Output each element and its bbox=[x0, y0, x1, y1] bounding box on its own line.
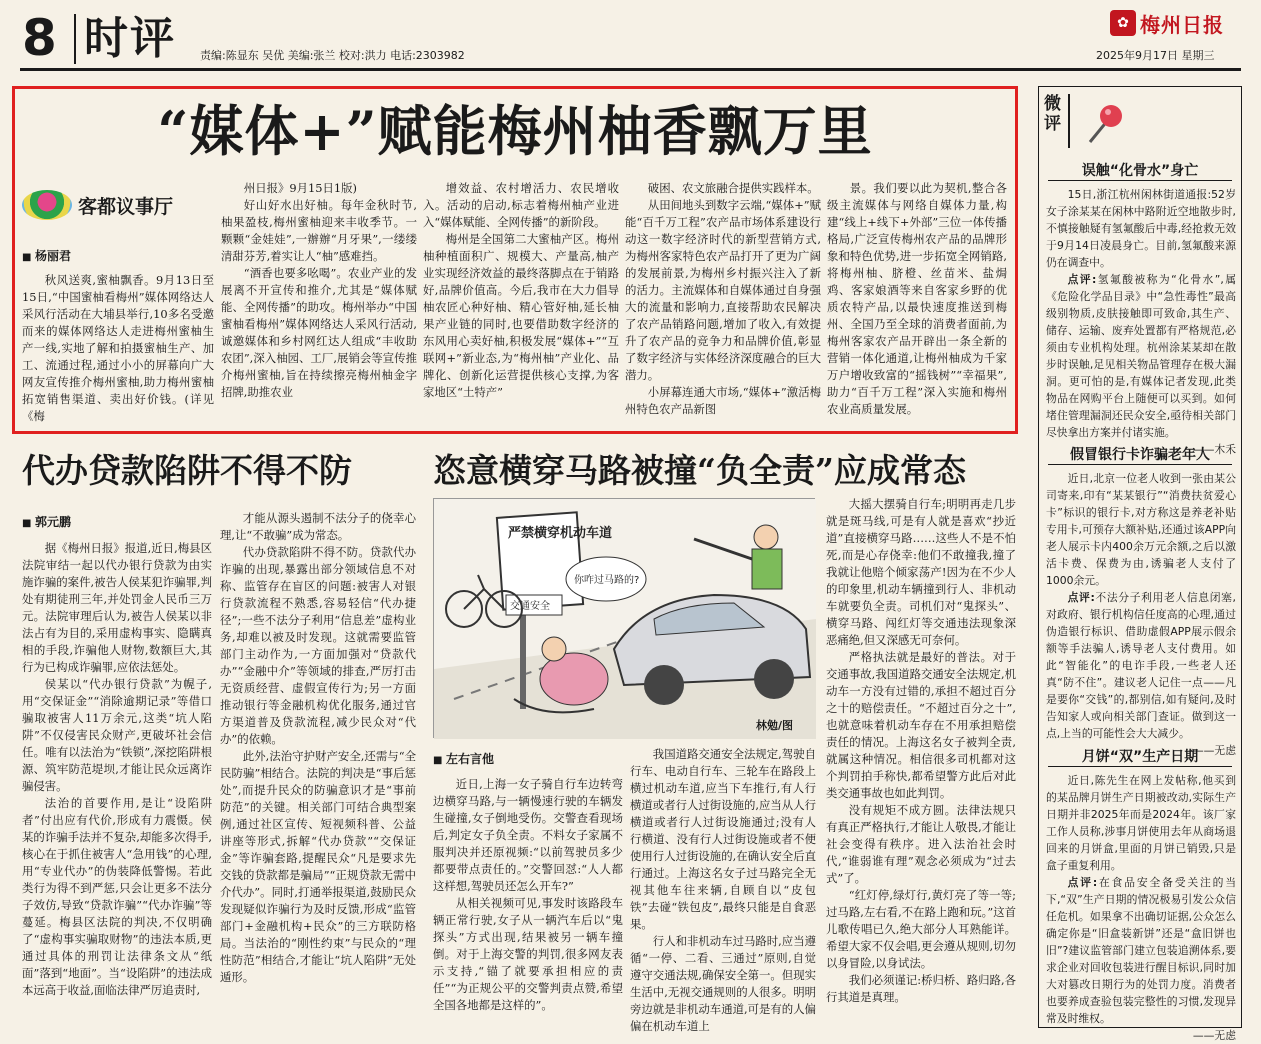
newspaper-name: 梅州日报 bbox=[1140, 12, 1224, 37]
road-headline: 恣意横穿马路被撞“负全责”应成常态 bbox=[433, 451, 966, 490]
paragraph: 增效益、农村增活力、农民增收入。活动的启动,标志着梅州柚产业进入“媒体赋能、全网传播”的新阶段。 bbox=[423, 181, 619, 229]
paragraph: 小屏幕连通大市场,“媒体+”激活梅州特色农产品新图 bbox=[625, 385, 821, 416]
sidebar-item-body-3: 近日,陈先生在网上发帖称,他买到的某品牌月饼生产日期被改动,实际生产日期并非2025年而是2024年。该厂家工作人员称,涉事月饼使用去年从商场退回来的月饼盒,里面的月饼已销毁,只是盒子重复利用。 bbox=[1046, 774, 1236, 872]
paragraph: 法治的首要作用,是让“设陷阱者”付出应有代价,形成有力震慑。侯某的诈骗手法并不复杂,却能多次得手,核心在于抓住被害人“急用钱”的心理,用“专业代办”的伪装降低警惕。若此类行为得不到严惩,只会让更多不法分子效仿,导致“贷款诈骗”“代办诈骗”等蔓延。梅县区法院的判决,不仅明确了“虚构事实骗取财物”的违法本质,更通过具体的刑罚让法律条文从“纸面”落到“地面”。当“设陷阱”的违法成本远高于收益,面临法律严厉追责时, bbox=[22, 796, 212, 997]
road-column-3 bbox=[826, 496, 1016, 1032]
issue-date: 2025年9月17日 星期三 bbox=[1096, 49, 1215, 62]
paragraph: 好山好水出好柚。每年金秋时节,柚果盈枝,梅州蜜柚迎来丰收季节。一颗颗“金娃娃”,一辦辦“月牙果”,一缕缕清甜芬芳,着实让人“柚”感难挡。 bbox=[221, 198, 417, 263]
paragraph: 据《梅州日报》报道,近日,梅县区法院审结一起以代办银行贷款为由实施诈骗的案件,被告人侯某犯诈骗罪,判处有期徒刑三年,并处罚金人民币三万元。法院审理后认为,被告人侯某以非法占有为目的,采用虚构事实、隐瞒真相的手段,诈骗他人财物,数额巨大,其行为已构成诈骗罪,应依法惩处。 bbox=[22, 541, 212, 674]
sidebar-item-title-3: 月饼“双”生产日期 bbox=[1081, 749, 1199, 765]
sidebar-rule-2 bbox=[1048, 464, 1232, 465]
cartoon-sign-2-text: 交通安全 bbox=[510, 601, 550, 612]
paragraph: 行人和非机动车过马路时,应当遵循“一停、二看、三通过”原则,自觉遵守交通法规,确保安全第一。但现实生活中,无视交通规则的人很多。明明旁边就是非机动车通道,可是有的人偏偏在机动车道上 bbox=[630, 934, 816, 1033]
paragraph: 大摇大摆骑自行车;明明再走几步就是斑马线,可是有人就是喜欢“抄近道”直接横穿马路……这些人不是不怕死,而是心存侥幸:他们不敢撞我,撞了我就让他赔个倾家荡产!因为在不少人的印象里,机动车辆撞到行人、非机动车就要负全责。司机们对“鬼探头”、横穿马路、闯红灯等交通违法现象深恶痛绝,但又深感无可奈何。 bbox=[826, 497, 1016, 647]
page-number: 8 bbox=[22, 9, 57, 67]
sidebar-rule-1 bbox=[1048, 180, 1232, 181]
paragraph: 从相关视频可见,事发时该路段车辆正常行驶,女子从一辆汽车后以“鬼探头”方式出现,结果被另一辆车撞倒。对于上海交警的判罚,很多网友表示支持,“锚了就要承担相应的责任”“为正规公平的交警判责点赞,希望全国各地都是这样的”。 bbox=[433, 896, 623, 1012]
sidebar-comment-2: 不法分子利用老人信息闭塞,对政府、银行机构信任度高的心理,通过伪造银行标识、借助虚假APP展示假余额等手法骗人,诱导老人支付费用。如此“智能化”的电诈手段,一些老人还真“防不住”。建议老人记住一点——凡是要你“交钱”的,都别信,如有疑问,及时告知家人或向相关部门查证。做到这一点,上当的可能性会大大减少。 bbox=[1046, 591, 1236, 740]
paragraph: 才能从源头遏制不法分子的侥幸心理,让“不敢骗”成为常态。 bbox=[220, 511, 416, 542]
paragraph: 此外,法治守护财产安全,还需与“全民防骗”相结合。法院的判决是“事后惩处”,而提升民众的防骗意识才是“事前防范”的关键。相关部门可结合典型案例,通过社区宣传、短视频科普、公益讲座等形式,拆解“代办贷款”“交保证金”等诈骗套路,提醒民众“凡是要求先交钱的贷款都是骗局”“正规贷款无需中介代办”。同时,打通举报渠道,鼓励民众发现疑似诈骗行为及时反馈,形成“监管部门+金融机构+民众”的三方联防格局。当法治的“刚性约束”与民众的“理性防范”相结合,才能让“坑人陷阱”无处遁形。 bbox=[220, 749, 416, 984]
paragraph: “红灯停,绿灯行,黄灯亮了等一等;过马路,左右看,不在路上跑和玩。”这首儿歌传唱已久,绝大部分人耳熟能详。希望大家不仅会唱,更会遵从规则,切勿以身冒险,以身试法。 bbox=[826, 888, 1016, 970]
paragraph: 我国道路交通安全法规定,驾驶自行车、电动自行车、三轮车在路段上横过机动车道,应当下车推行,有人行横道或者行人过街设施的,应当从人行横道或者行人过街设施通过;没有人行横道、没有行人过街设施或者不便使用行人过街设施的,在确认安全后直行通过。上海这名女子过马路完全无视其他车往来辆,自顾自以“皮包铁”去碰“铁包皮”,最终只能是自食恶果。 bbox=[630, 747, 816, 931]
sidebar-comment-label-1: 点评: bbox=[1067, 273, 1097, 286]
cartoon-bubble-text: 你咋过马路的? bbox=[574, 575, 640, 586]
sidebar-item-3 bbox=[1046, 772, 1236, 1042]
feature-headline: “媒体+”赋能梅州柚香飘万里 bbox=[157, 99, 873, 163]
cartoon-bubble bbox=[566, 557, 646, 601]
cartoon-credit: 林勉/图 bbox=[756, 719, 794, 732]
paragraph: 破困、农文旅融合提供实践样本。 bbox=[647, 181, 819, 195]
sidebar-signature-3: ——无虑 bbox=[1192, 1029, 1236, 1042]
paragraph: 严格执法就是最好的普法。对于交通事故,我国道路交通安全法规定,机动车一方没有过错的,承担不超过百分之十的赔偿责任。“不超过百分之十”,也就意味着机动车存在不用承担赔偿责任的情况。上海这名女子被判全责,就属这种情况。相信很多司机都对这个判罚拍手称快,都希望警方此后对此类交通事故也如此判罚。 bbox=[826, 650, 1016, 800]
cartoon-drawing bbox=[434, 499, 816, 739]
sidebar-rule-3 bbox=[1048, 766, 1232, 767]
section-title: 时评 bbox=[84, 13, 176, 64]
sidebar-signature-1: ——木禾 bbox=[1192, 443, 1236, 456]
sidebar-comment-1: 氢氟酸被称为“化骨水”,属《危险化学品目录》中“急性毒性”最高级别物质,皮肤接触即可致命,其生产、储存、运输、废弃处置都有严格规范,必须由专业机构处理。杭州涂某某却在散步时误触,足见相关物品管理存在极大漏洞。更可怕的是,有媒体记者发现,此类物品在网购平台上随便可以买到。如何堵住管理漏洞还民众安全,亟待相关部门尽快拿出方案并付诸实施。 bbox=[1046, 273, 1236, 439]
paragraph: 代办贷款陷阱不得不防。贷款代办诈骗的出现,暴露出部分领域信息不对称、监管存在盲区的问题:被害人对银行贷款流程不熟悉,容易轻信“代办捷径”;一些不法分子利用“信息差”虚构业务,却难以被及时发现。这就需要监管部门主动作为,一方面加强对“贷款代办”“金融中介”等领域的排查,严厉打击无资质经营、虚假宣传行为;另一方面推动银行等金融机构优化服务,通过官方渠道普及贷款流程,减少民众对“代办”的依赖。 bbox=[220, 545, 416, 746]
sidebar-comment-3: 在食品安全备受关注的当下,“双”生产日期的情况极易引发公众信任危机。如果拿不出确切证据,公众怎么确定你是“旧盒装新饼”还是“盒旧饼也旧”?建议监管部门建立包装追溯体系,要求企业对回收包装进行醒目标识,同时加大对篡改日期行为的处罚力度。消费者也要养成查验包装完整性的习惯,发现异常及时维权。 bbox=[1046, 876, 1236, 1025]
paragraph: 梅州是全国第二大蜜柚产区。梅州柚种植面积广、规模大、产量高,柚产业实现经济效益的最终落脚点在于销路好,品牌价值高。今后,我市在大力倡导柚农匠心种好柚、精心管好柚,延长柚果产业链的同时,也要借助数字经济的东风用心卖好柚,积极发展“媒体+”“互联网+”新业态,为“梅州柚”产业化、品牌化、创新化运营提供核心支撑,为客家地区“土特产” bbox=[423, 232, 619, 399]
newspaper-logo bbox=[1110, 8, 1240, 38]
loan-column-2 bbox=[220, 510, 416, 1032]
sidebar-tag-divider bbox=[1068, 94, 1070, 148]
feature-column-2 bbox=[221, 180, 417, 422]
feature-column-3 bbox=[423, 180, 619, 422]
staff-line: 责编:陈显东 吴优 美编:张兰 校对:洪力 电话:2303982 bbox=[200, 49, 465, 62]
sidebar-comment-label-3: 点评: bbox=[1067, 876, 1098, 889]
sidebar-item-body-1: 15日,浙江杭州闲林街道通报:52岁女子涂某某在闲林中路附近空地散步时,不慎接触疑有氢氟酸后中毒,经抢救无效于9月14日凌晨身亡。目前,氢氟酸来源仍在调查中。 bbox=[1046, 188, 1236, 269]
sidebar-item-title-1: 误触“化骨水”身亡 bbox=[1081, 163, 1199, 179]
lollipop-icon bbox=[1084, 102, 1124, 150]
sidebar-comment-label-2: 点评: bbox=[1067, 591, 1095, 604]
header-rule bbox=[20, 68, 1241, 71]
road-column-2 bbox=[630, 746, 816, 1032]
cartoon-sign-text: 严禁横穿机动车道 bbox=[508, 526, 613, 541]
sidebar-item-title-2: 假冒银行卡诈骗老年人 bbox=[1070, 447, 1210, 463]
paragraph: 侯某以“代办银行贷款”为幌子,用“交保证金”“消除逾期记录”等借口骗取被害人11万余元,这类“坑人陷阱”不仅侵害民众财产,更破坏社会信任。唯有以法治为“铁锁”,深挖陷阱根源、筑牢防范堤坝,才能让民众远离诈骗侵害。 bbox=[22, 677, 212, 793]
paragraph: “酒香也要多吆喝”。农业产业的发展离不开宣传和推介,尤其是“媒体赋能、全网传播”的助攻。梅州举办“中国蜜柚看梅州”媒体网络达人采风行活动,诚邀媒体和乡村网红达人组成“丰收助农团”,深入柚园、工厂,展销会等宣传推介梅州蜜柚,旨在持续擦亮梅州柚金字招牌,助推农业 bbox=[221, 266, 417, 399]
feature-author: ■ 杨丽君 bbox=[22, 247, 71, 264]
loan-author: ■ 郭元鹏 bbox=[22, 513, 71, 530]
loan-column-1 bbox=[22, 540, 212, 1032]
paragraph: 从田间地头到数字云端,“媒体+”赋能“百千万工程”农产品市场体系建设行动这一数字经济时代的新型营销方式,为梅州客家特色农产品打开了更为广阔的发展前景,为梅州乡村振兴注入了新的活力。主流媒体和自媒体通过自身强大的流量和影响力,直接帮助农民解决了农产品销路问题,增加了收入,有效提升了农产品的竞争力和品牌价值,彰显了数字经济与实体经济深度融合的巨大潜力。 bbox=[625, 198, 821, 382]
column-logo bbox=[22, 190, 173, 220]
feature-column-1: 秋风送爽,蜜柚飘香。9月13日至15日,“中国蜜柚看梅州”媒体网络达人采风行活动在大埔县举行,10多名受邀而来的媒体网络达人走进梅州蜜柚生产一线,实地了解和拍摄蜜柚生产、加工、流通过程,通过小小的屏幕向广大网友宣传推介梅州蜜柚,助力梅州蜜柚拓宽销售渠道、卖出好价钱。(详见《梅 bbox=[22, 273, 214, 423]
logo-mark-icon: ✿ bbox=[1110, 10, 1136, 36]
cartoon-illustration bbox=[433, 498, 815, 738]
sidebar-tag: 微评 bbox=[1044, 94, 1061, 134]
paragraph: 景。我们要以此为契机,整合各级主流媒体与网络自媒体力量,构建“线上+线下+外部”三位一体传播格局,广泛宣传梅州农产品的品牌形象和特色优势,进一步拓宽全网销路,将梅州柚、脐橙、丝苗米、盐焗鸡、客家娘酒等来自客家乡野的优质农特产品,以最快速度推送到梅州、全国乃至全球的消费者面前,为梅州客家农产品开辟出一条全新的营销一体化通道,让梅州柚成为千家万户增收致富的“摇钱树”“幸福果”,助力“百千万工程”深入实施和梅州农业高质量发展。 bbox=[827, 181, 1007, 416]
paragraph: 我们必须谨记:桥归桥、路归路,各行其道是真理。 bbox=[826, 973, 1016, 1004]
road-author: ■ 左右言他 bbox=[433, 750, 494, 767]
feature-column-5 bbox=[827, 180, 1007, 422]
paragraph: 近日,上海一女子骑自行车边转弯边横穿马路,与一辆慢速行驶的车辆发生碰撞,女子倒地受伤。交警查看现场后,判定女子负全责。不料女子家属不服判决并还原视频:“以前驾驶员多少都要带点责任的。”交警回怼:“人人都这样想,驾驶员还怎么开车?” bbox=[433, 777, 623, 893]
paragraph: 州日报》9月15日1版) bbox=[243, 181, 357, 195]
paragraph: 没有规矩不成方圆。法律法规只有真正严格执行,才能让人敬畏,才能让社会变得有秩序。进入法治社会时代,“谁弱谁有理”观念必须成为“过去式”了。 bbox=[826, 803, 1016, 885]
feature-column-4 bbox=[625, 180, 821, 422]
sidebar-item-body-2: 近日,北京一位老人收到一张由某公司寄来,印有“某某银行”“消费扶贫爱心卡”标识的银行卡,对方称这是养老补贴专用卡,可预存大额补贴,还通过该APP向老人展示卡内400余万元余额,之后以激活卡费、保费为由,诱骗老人支付了1000余元。 bbox=[1046, 472, 1236, 587]
sidebar-signature-2: ——无虑 bbox=[1192, 744, 1236, 757]
loan-headline: 代办贷款陷阱不得不防 bbox=[22, 451, 352, 490]
column-flower-icon bbox=[22, 190, 72, 220]
column-name: 客都议事厅 bbox=[78, 195, 174, 218]
road-column-1 bbox=[433, 776, 623, 1032]
header-divider bbox=[74, 14, 76, 64]
